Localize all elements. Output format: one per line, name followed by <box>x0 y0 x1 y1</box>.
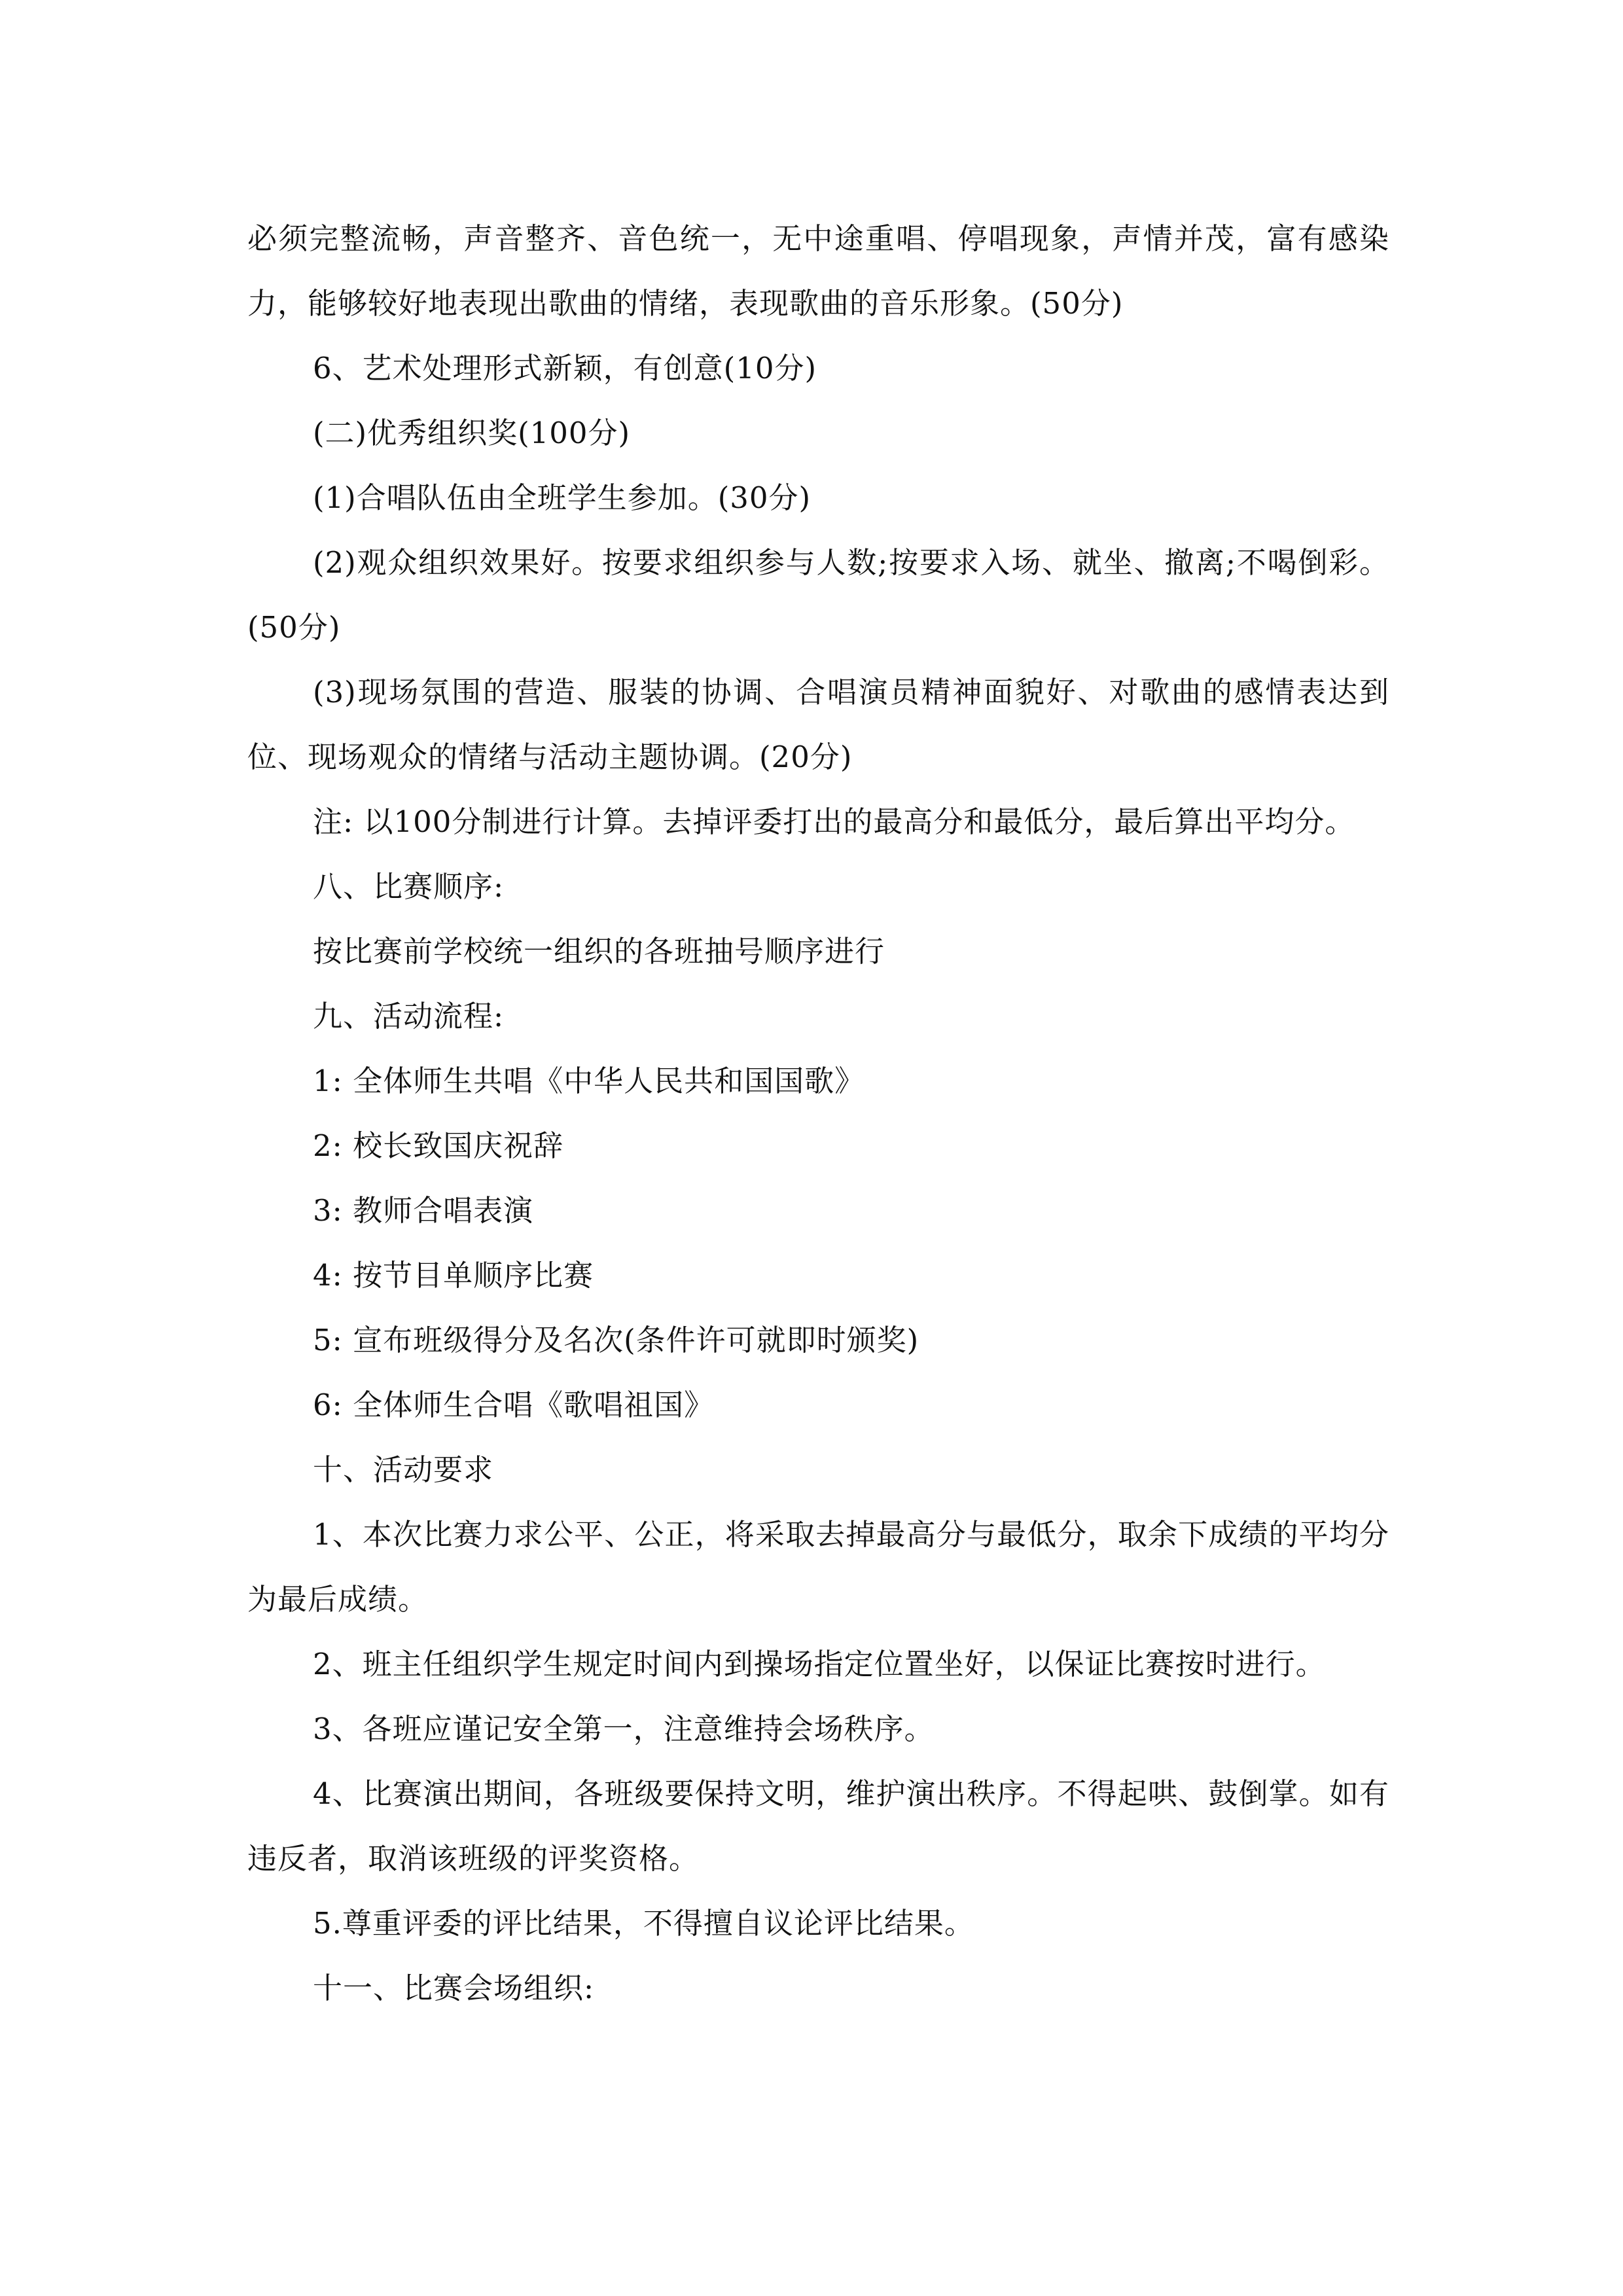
paragraph-artistic-treatment: 6、艺术处理形式新颖，有创意(10分) <box>313 351 817 386</box>
heading-venue-organization: 十一、比赛会场组织: <box>313 1971 595 2005</box>
paragraph-scoring-continuation: 必须完整流畅，声音整齐、音色统一，无中途重唱、停唱现象，声情并茂，富有感染力，能够较好地表现出歌曲的情绪，表现歌曲的音乐形象。(50分) <box>247 221 1389 321</box>
heading-activity-requirements: 十、活动要求 <box>313 1452 494 1487</box>
list-item-requirement-4: 4、比赛演出期间，各班级要保持文明，维护演出秩序。不得起哄、鼓倒掌。如有违反者，取消该班级的评奖资格。 <box>247 1776 1389 1876</box>
paragraph-atmosphere: (3)现场氛围的营造、服装的协调、合唱演员精神面貌好、对歌曲的感情表达到位、现场观众的情绪与活动主题协调。(20分) <box>247 675 1389 774</box>
paragraph-audience-organization: (2)观众组织效果好。按要求组织参与人数;按要求入场、就坐、撤离;不喝倒彩。(50分) <box>247 545 1389 645</box>
heading-activity-flow: 九、活动流程: <box>313 999 505 1033</box>
paragraph-draw-order: 按比赛前学校统一组织的各班抽号顺序进行 <box>313 934 885 969</box>
paragraph-choir-team: (1)合唱队伍由全班学生参加。(30分) <box>313 480 812 515</box>
list-item-flow-4: 4: 按节目单顺序比赛 <box>313 1258 594 1293</box>
paragraph-organization-award: (二)优秀组织奖(100分) <box>313 416 631 450</box>
list-item-flow-1: 1: 全体师生共唱《中华人民共和国国歌》 <box>313 1064 865 1098</box>
list-item-flow-3: 3: 教师合唱表演 <box>313 1193 534 1228</box>
list-item-flow-2: 2: 校长致国庆祝辞 <box>313 1128 564 1163</box>
list-item-requirement-3: 3、各班应谨记安全第一，注意维持会场秩序。 <box>313 1712 935 1746</box>
list-item-requirement-1: 1、本次比赛力求公平、公正，将采取去掉最高分与最低分，取余下成绩的平均分为最后成绩。 <box>247 1517 1389 1617</box>
paragraph-scoring-note: 注: 以100分制进行计算。去掉评委打出的最高分和最低分，最后算出平均分。 <box>313 804 1355 839</box>
list-item-flow-6: 6: 全体师生合唱《歌唱祖国》 <box>313 1388 715 1422</box>
list-item-requirement-2: 2、班主任组织学生规定时间内到操场指定位置坐好，以保证比赛按时进行。 <box>313 1647 1326 1681</box>
list-item-flow-5: 5: 宣布班级得分及名次(条件许可就即时颁奖) <box>313 1323 919 1357</box>
heading-competition-order: 八、比赛顺序: <box>313 869 505 904</box>
document-body <box>247 206 1389 2020</box>
list-item-requirement-5: 5.尊重评委的评比结果，不得擅自议论评比结果。 <box>313 1906 974 1941</box>
